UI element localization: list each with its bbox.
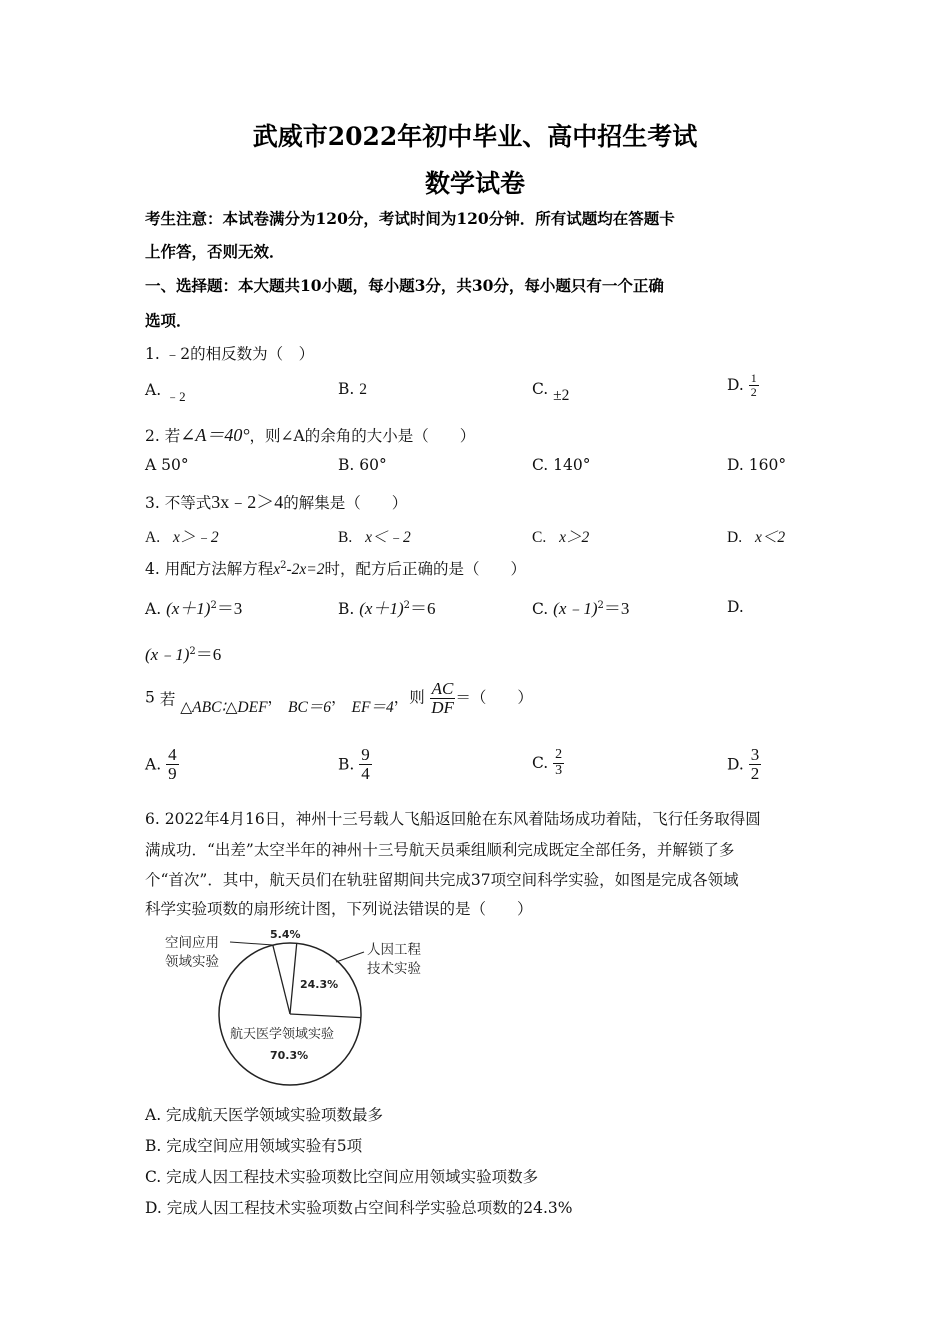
question-number: 3. [145, 494, 160, 512]
math-expr: △ABC∶△DEF [180, 699, 268, 717]
numerator: 3 [750, 745, 760, 764]
math-expr: (x＋1) [166, 599, 211, 618]
option-label: C. [532, 754, 549, 773]
q2-option-c: C. 140° [532, 456, 591, 474]
exponent: 2 [210, 599, 217, 611]
q1-option-a [145, 380, 186, 404]
q5-option-b [338, 746, 372, 783]
question-number: 5 [145, 688, 155, 707]
q6-option-b: B. 完成空间应用领域实验有5项 [145, 1137, 363, 1155]
q6-text-line-2: 满成功．“出差”太空半年的神州十三号航天员乘组顺利完成既定全部任务，并解锁了多 [145, 841, 735, 859]
q4-option-c [532, 594, 629, 619]
section1-line-1: 一、选择题：本大题共10小题，每小题3分，共30分，每小题只有一个正确 [145, 276, 664, 295]
option-label: C. [532, 529, 547, 546]
q1-option-c [532, 380, 570, 404]
slice-label-space-1: 空间应用 [165, 935, 219, 951]
math-expr: ＝6 [410, 599, 436, 618]
leader-line-space [230, 942, 273, 945]
math-expr: (x＋1) [359, 599, 404, 618]
question-text: ，则 [393, 688, 425, 707]
q6-text-line-3: 个“首次”．其中，航天员们在轨驻留期间共完成37项空间科学实验，如图是完成各领域 [145, 871, 739, 889]
q3-option-a [145, 525, 219, 547]
slice-label-human-1: 人因工程 [367, 942, 421, 958]
slice-value-medical: 70.3% [270, 1049, 309, 1062]
notice-line-2: 上作答，否则无效． [145, 242, 285, 261]
q6-text-line-4: 科学实验项数的扇形统计图，下列说法错误的是（ ） [145, 900, 533, 918]
question-number: 1. [145, 345, 160, 363]
math-expr: 3x﹣2＞4 [211, 492, 284, 512]
q4-option-d-label: D. [727, 598, 744, 616]
q6-text-line-1: 6. 2022年4月16日，神州十三号载人飞船返回舱在东风着陆场成功着陆，飞行任务取得圆 [145, 810, 761, 828]
q4-option-d [145, 640, 221, 665]
fraction [166, 746, 179, 783]
q4-option-b [338, 594, 436, 619]
question-4 [145, 557, 526, 579]
slice-value-space: 5.4% [270, 928, 301, 941]
option-value: x＞﹣2 [173, 529, 219, 546]
fraction [749, 372, 759, 398]
slice-label-human-2: 技术实验 [367, 961, 421, 977]
fraction [430, 680, 456, 717]
question-1 [145, 342, 314, 364]
math-expr: ＝3 [216, 599, 243, 618]
question-text: ，则∠A的余角的大小是（ ） [249, 427, 476, 445]
q6-option-d: D. 完成人因工程技术实验项数占空间科学实验总项数的24.3% [145, 1199, 573, 1217]
option-value: x＜﹣2 [365, 529, 411, 546]
question-number: 4. [145, 560, 160, 578]
option-value: ±2 [553, 387, 570, 404]
question-text: 若 [159, 690, 176, 709]
option-value: x＜2 [755, 529, 786, 546]
denominator: 9 [168, 763, 177, 783]
option-label: D. [727, 376, 744, 395]
denominator: DF [431, 697, 454, 717]
fraction [749, 746, 762, 783]
numerator: AC [431, 679, 454, 698]
option-value: 2 [359, 381, 368, 398]
option-value: ﹣2 [166, 389, 186, 404]
q5-option-a [145, 746, 179, 783]
option-label: B. [338, 600, 355, 618]
q2-option-d: D. 160° [727, 456, 787, 474]
exponent: 2 [189, 645, 196, 657]
option-label: A. [145, 600, 162, 618]
q2-option-b: B. 60° [338, 456, 387, 474]
option-label: C. [532, 380, 549, 398]
fraction [553, 748, 564, 778]
q3-option-d [727, 525, 785, 547]
separator: ， [331, 688, 347, 707]
math-expr: ∠A＝40° [180, 425, 250, 445]
option-label: A. [145, 755, 162, 774]
question-text: 若 [164, 427, 181, 445]
separator: ， [267, 688, 284, 707]
math-expr: BC＝6 [288, 699, 332, 717]
question-2 [145, 421, 475, 447]
option-value: x＞2 [559, 529, 590, 546]
option-label: D. [727, 755, 744, 774]
question-number: 2. [145, 427, 160, 445]
q3-option-c [532, 525, 589, 547]
slice-label-space-2: 领域实验 [165, 954, 219, 970]
question-text: 时，配方后正确的是（ ） [324, 560, 527, 578]
question-text: 不等式 [164, 494, 212, 512]
section1-line-2: 选项． [145, 311, 192, 330]
exponent: 2 [403, 599, 411, 611]
exponent: 2 [280, 559, 287, 571]
question-text: 用配方法解方程 [164, 560, 274, 578]
q1-option-b [338, 380, 367, 399]
option-label: B. [338, 380, 355, 398]
notice-line-1: 考生注意：本试卷满分为120分，考试时间为120分钟．所有试题均在答题卡 [145, 209, 675, 228]
exam-subtitle: 数学试卷 [424, 169, 525, 198]
question-text: ﹣2的相反数为（ ） [164, 345, 315, 363]
math-expr: (x﹣1) [145, 645, 190, 664]
q4-option-a [145, 594, 242, 619]
slice-label-medical: 航天医学领域实验 [230, 1027, 335, 1042]
exam-title: 武威市2022年初中毕业、高中招生考试 [252, 122, 698, 151]
math-expr: ＝3 [603, 599, 630, 618]
math-expr: -2x=2 [286, 561, 325, 578]
question-5 [145, 680, 533, 717]
denominator: 3 [555, 762, 563, 778]
numerator: 2 [555, 747, 563, 762]
pie-chart [140, 922, 480, 1092]
math-expr: x [273, 561, 281, 578]
option-label: B. [338, 755, 355, 774]
denominator: 2 [750, 763, 760, 783]
option-label: C. [532, 600, 549, 618]
option-label: A. [145, 529, 161, 546]
q3-option-b [338, 525, 411, 547]
option-label: D. [727, 529, 743, 546]
question-3 [145, 488, 407, 514]
question-text: ＝（ ） [455, 688, 533, 707]
math-expr: (x﹣1) [553, 599, 598, 618]
slice-value-human: 24.3% [300, 978, 339, 991]
q6-option-a: A. 完成航天医学领域实验项数最多 [145, 1106, 384, 1124]
q1-option-d [727, 372, 759, 398]
math-expr: ＝6 [195, 645, 222, 664]
q5-option-d [727, 746, 761, 783]
q2-option-a: A 50° [145, 456, 189, 474]
leader-line-human [336, 952, 364, 962]
denominator: 4 [361, 763, 370, 783]
q6-option-c: C. 完成人因工程技术实验项数比空间应用领域实验项数多 [145, 1168, 539, 1186]
math-expr: EF＝4 [351, 699, 394, 717]
q5-option-c [532, 748, 564, 778]
numerator: 9 [361, 745, 370, 764]
question-text: 的解集是（ ） [283, 494, 408, 512]
fraction [359, 746, 372, 783]
exponent: 2 [597, 599, 604, 611]
numerator: 1 [750, 371, 757, 385]
numerator: 4 [168, 745, 177, 764]
option-label: A. [145, 381, 162, 399]
denominator: 2 [750, 384, 757, 399]
option-label: B. [338, 529, 353, 546]
